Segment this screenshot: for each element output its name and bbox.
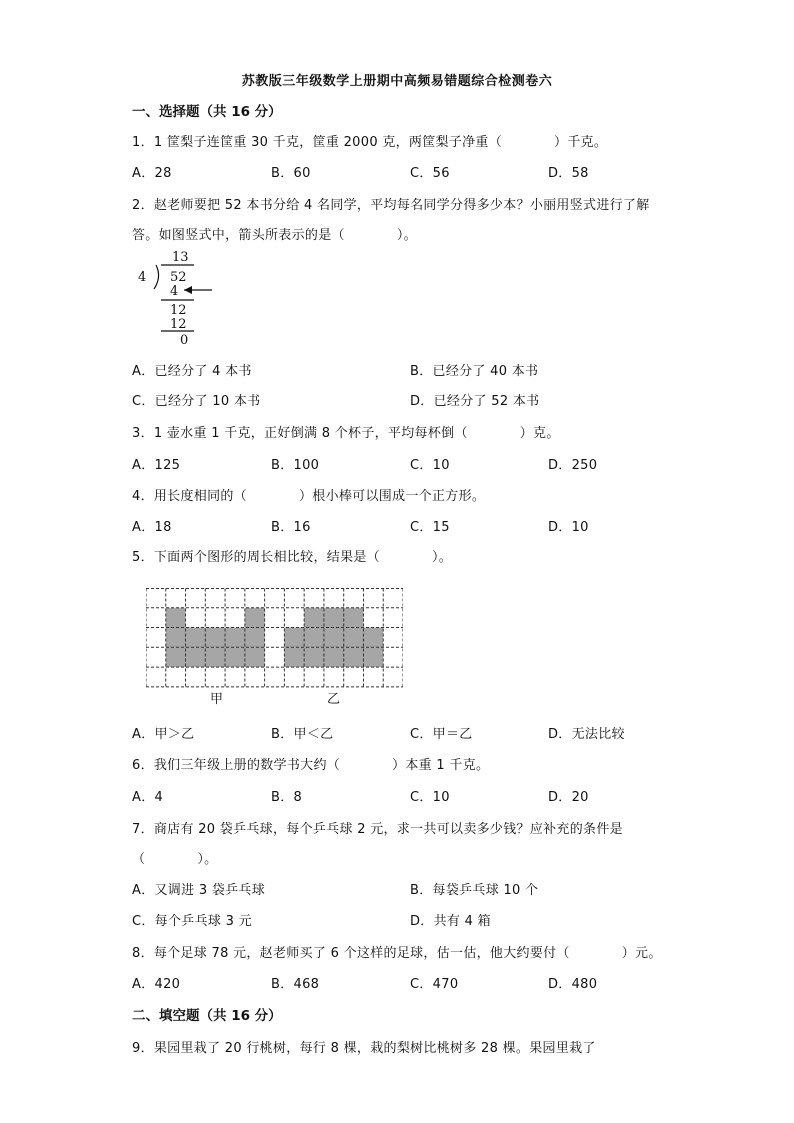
q6-text-b: ）本重 1 千克。 — [392, 758, 490, 773]
q4-option-d[interactable]: D．10 — [548, 520, 589, 535]
q5-option-a[interactable]: A．甲＞乙 — [132, 727, 195, 742]
q7-option-b[interactable]: B．每袋乒乓球 10 个 — [410, 883, 539, 898]
question-1 — [132, 131, 607, 150]
division-step-1: 4 — [170, 284, 179, 299]
figure-label-yi: 乙 — [327, 692, 341, 707]
arrow-head-icon — [184, 286, 192, 294]
long-division-figure — [132, 245, 232, 345]
division-remainder: 0 — [180, 333, 189, 345]
question-6 — [132, 754, 489, 773]
question-2-line-1: 2．赵老师要把 52 本书分给 4 名同学，平均每名同学分得多少本？小丽用竖式进行了解 — [132, 198, 650, 213]
division-bracket — [154, 265, 159, 289]
q5-text-b: ）。 — [431, 550, 453, 565]
question-3 — [132, 422, 560, 441]
q4-text-b: ）根小棒可以围成一个正方形。 — [298, 489, 486, 504]
page-title: 苏教版三年级数学上册期中高频易错题综合检测卷六 — [241, 74, 553, 89]
q5-option-b[interactable]: B．甲＜乙 — [271, 727, 334, 742]
q6-option-d[interactable]: D．20 — [548, 790, 589, 805]
section-heading-choice: 一、选择题（共 16 分） — [132, 104, 282, 120]
section-heading-fill: 二、填空题（共 16 分） — [132, 1008, 282, 1024]
q6-option-b[interactable]: B．8 — [271, 790, 303, 805]
q3-text-b: ）克。 — [519, 426, 560, 441]
division-quotient: 13 — [172, 250, 189, 265]
q8-option-a[interactable]: A．420 — [132, 977, 181, 992]
q1-option-d[interactable]: D．58 — [548, 166, 589, 181]
division-step-3: 12 — [170, 317, 187, 332]
q5-option-d[interactable]: D．无法比较 — [548, 727, 625, 742]
q5-option-c[interactable]: C．甲＝乙 — [410, 727, 473, 742]
q4-option-c[interactable]: C．15 — [410, 520, 450, 535]
q8-text-a: 8．每个足球 78 元，赵老师买了 6 个这样的足球，估一估，他大约要付（ — [132, 946, 570, 961]
q2-option-d[interactable]: D．已经分了 52 本书 — [410, 394, 540, 409]
q4-option-b[interactable]: B．16 — [271, 520, 311, 535]
q7-option-a[interactable]: A．又调进 3 袋乒乓球 — [132, 883, 266, 898]
question-7-line-2 — [132, 848, 217, 867]
question-7-line-1: 7．商店有 20 袋乒乓球，每个乒乓球 2 元，求一共可以卖多少钱？应补充的条件是 — [132, 822, 623, 837]
q3-option-a[interactable]: A．125 — [132, 458, 181, 473]
q8-option-d[interactable]: D．480 — [548, 977, 598, 992]
q3-option-b[interactable]: B．100 — [271, 458, 320, 473]
q1-option-b[interactable]: B．60 — [271, 166, 311, 181]
q6-option-c[interactable]: C．10 — [410, 790, 450, 805]
q1-text-a: 1．1 筐梨子连筐重 30 千克，筐重 2000 克，两筐梨子净重（ — [132, 135, 503, 150]
division-dividend: 52 — [170, 270, 187, 285]
q3-option-d[interactable]: D．250 — [548, 458, 598, 473]
question-9: 9．果园里栽了 20 行桃树，每行 8 棵，栽的梨树比桃树多 28 棵。果园里栽了 — [132, 1041, 596, 1056]
q4-option-a[interactable]: A．18 — [132, 520, 172, 535]
division-divisor: 4 — [138, 270, 147, 285]
q7-option-c[interactable]: C．每个乒乓球 3 元 — [132, 914, 252, 929]
q5-text-a: 5．下面两个图形的周长相比较，结果是（ — [132, 550, 380, 565]
question-5 — [132, 546, 452, 565]
question-2-line-2 — [132, 224, 417, 243]
question-4 — [132, 485, 485, 504]
q1-text-b: ）千克。 — [554, 135, 608, 150]
q7-text-b: ）。 — [197, 852, 218, 867]
question-8 — [132, 942, 662, 961]
q7-text-a: （ — [132, 852, 146, 867]
q1-option-c[interactable]: C．56 — [410, 166, 450, 181]
q2-option-c[interactable]: C．已经分了 10 本书 — [132, 394, 261, 409]
q3-option-c[interactable]: C．10 — [410, 458, 450, 473]
q2-option-a[interactable]: A．已经分了 4 本书 — [132, 364, 252, 379]
q4-text-a: 4．用长度相同的（ — [132, 489, 247, 504]
perimeter-grid-figure — [146, 588, 403, 688]
q6-option-a[interactable]: A．4 — [132, 790, 164, 805]
q8-text-b: ）元。 — [621, 946, 662, 961]
shape-yi — [284, 608, 383, 667]
q1-option-a[interactable]: A．28 — [132, 166, 172, 181]
q8-option-b[interactable]: B．468 — [271, 977, 320, 992]
q2-option-b[interactable]: B．已经分了 40 本书 — [410, 364, 539, 379]
q6-text-a: 6．我们三年级上册的数学书大约（ — [132, 758, 341, 773]
q8-option-c[interactable]: C．470 — [410, 977, 459, 992]
division-step-2: 12 — [170, 303, 187, 318]
shape-jia — [166, 608, 265, 667]
figure-label-jia: 甲 — [210, 692, 224, 707]
q3-text-a: 3．1 壶水重 1 千克，正好倒满 8 个杯子，平均每杯倒（ — [132, 426, 468, 441]
q2-text-b: ）。 — [396, 228, 417, 243]
q7-option-d[interactable]: D．共有 4 箱 — [410, 914, 491, 929]
q2-text-a: 答。如图竖式中，箭头所表示的是（ — [132, 228, 345, 243]
shaded-shapes — [166, 608, 383, 667]
